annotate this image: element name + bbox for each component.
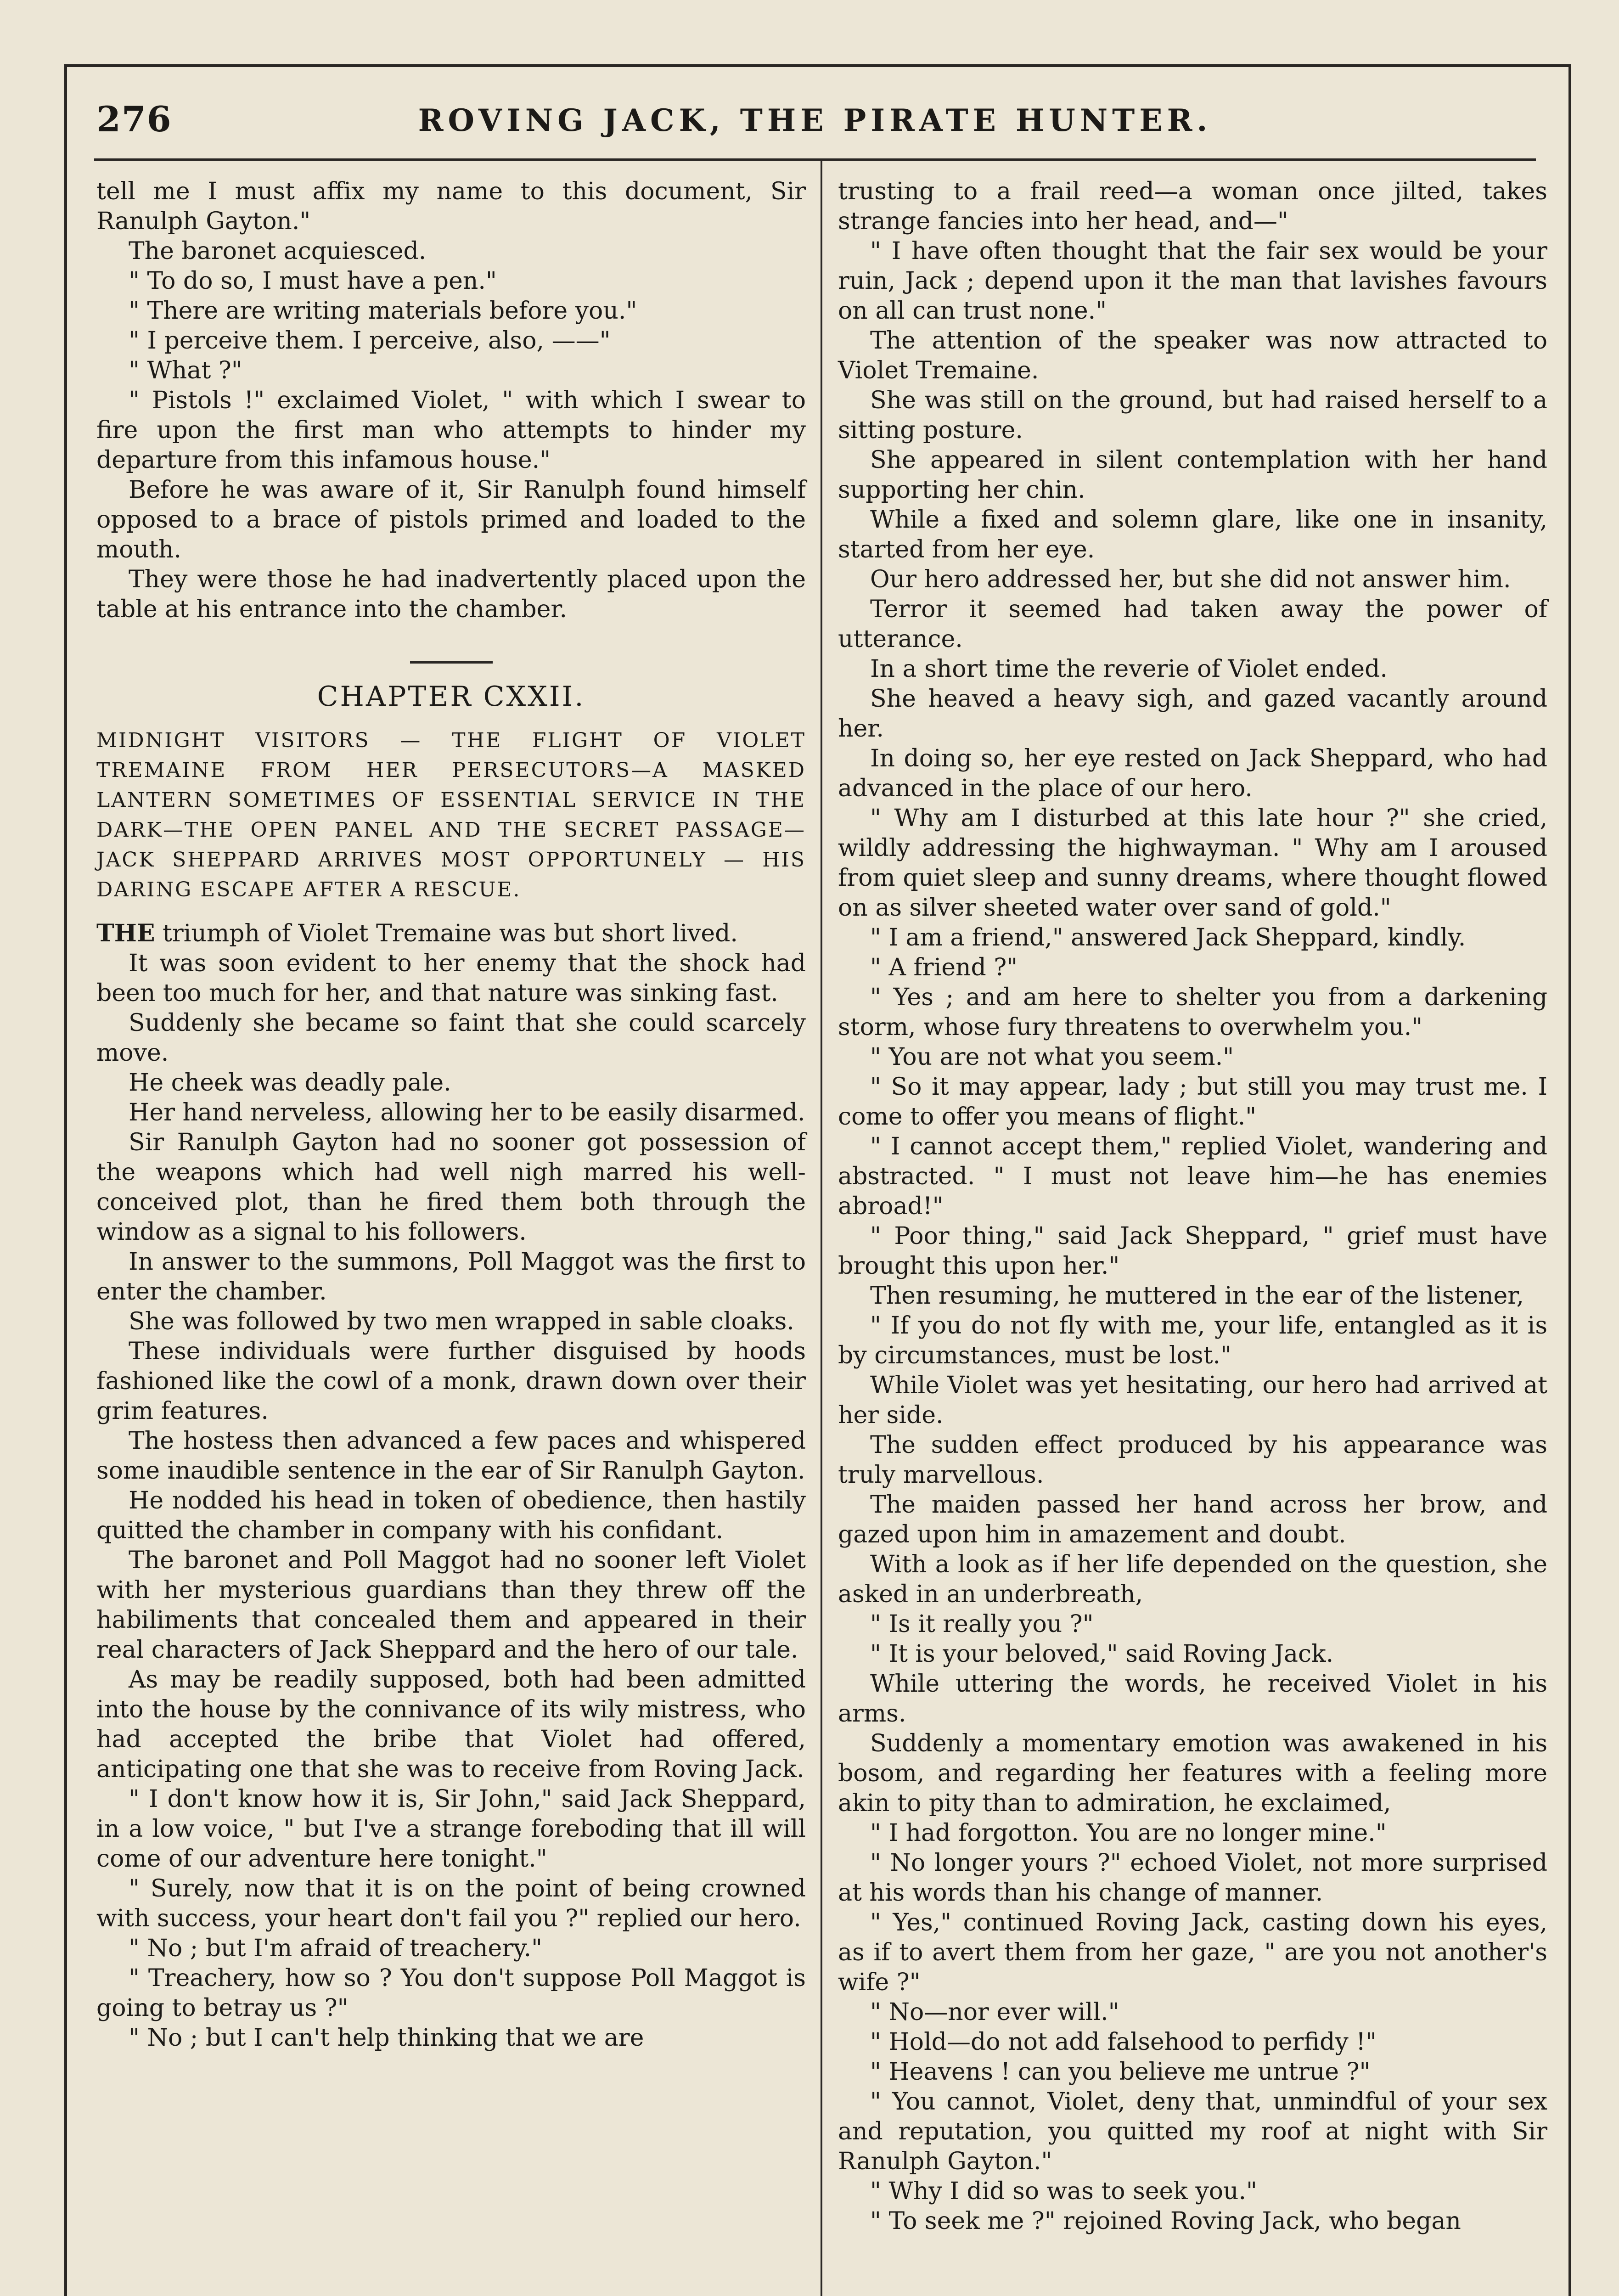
chapter-divider-rule bbox=[410, 661, 493, 664]
paragraph: In answer to the summons, Poll Maggot was the first to enter the chamber. bbox=[96, 1248, 806, 1306]
paragraph: " What ?" bbox=[129, 357, 242, 384]
paragraph: While Violet was yet hesitating, our hero had arrived at her side. bbox=[838, 1372, 1547, 1429]
paragraph: The baronet and Poll Maggot had no sooner left Violet with her mysterious guardians than they threw off the habiliments that concealed them and appeared in their real characters of Jack Sheppard and the hero of our tale. bbox=[96, 1547, 806, 1664]
paragraph: " You cannot, Violet, deny that, unmindful of your sex and reputation, you quitted my roof at night with Sir Ranulph Gayton." bbox=[838, 2088, 1547, 2175]
paragraph: " So it may appear, lady ; but still you may trust me. I come to offer you means of flight." bbox=[838, 1073, 1547, 1131]
paragraph: Sir Ranulph Gayton had no sooner got possession of the weapons which had well nigh marred his well-conceived plot, than he fired them both through the window as a signal to his followers. bbox=[96, 1129, 806, 1246]
paragraph: " I cannot accept them," replied Violet, wandering and abstracted. " I must not leave him—he has enemies abroad!" bbox=[838, 1133, 1547, 1220]
paragraph: " Hold—do not add falsehood to perfidy !" bbox=[870, 2028, 1377, 2056]
paragraph: With a look as if her life depended on the question, she asked in an underbreath, bbox=[838, 1551, 1547, 1608]
header-rule bbox=[94, 158, 1536, 161]
opening-word: THE bbox=[96, 919, 155, 947]
paragraph: While uttering the words, he received Violet in his arms. bbox=[838, 1670, 1547, 1728]
paragraph: " I perceive them. I perceive, also, ——" bbox=[129, 327, 611, 355]
right-column bbox=[838, 177, 1547, 2236]
paragraph: " A friend ?" bbox=[870, 954, 1018, 981]
paragraph: " Why I did so was to seek you." bbox=[870, 2178, 1257, 2205]
paragraph: " You are not what you seem." bbox=[870, 1043, 1234, 1071]
paragraph: She heaved a heavy sigh, and gazed vacantly around her. bbox=[838, 685, 1547, 743]
paragraph: Before he was aware of it, Sir Ranulph found himself opposed to a brace of pistols primed and loaded to the mouth. bbox=[96, 476, 806, 563]
paragraph: " No—nor ever will." bbox=[870, 1998, 1119, 2026]
paragraph: " Is it really you ?" bbox=[870, 1610, 1094, 1638]
paragraph: They were those he had inadvertently placed upon the table at his entrance into the chamber. bbox=[96, 566, 806, 623]
paragraph: " No ; but I can't help thinking that we are bbox=[129, 2024, 644, 2052]
page-header bbox=[96, 94, 1534, 163]
paragraph: " There are writing materials before you." bbox=[129, 297, 637, 325]
paragraph: " I don't know how it is, Sir John," said Jack Sheppard, in a low voice, " but I've a strange foreboding that ill will come of our adventure here tonight." bbox=[96, 1785, 806, 1873]
paragraph: " I had forgotton. You are no longer mine." bbox=[870, 1819, 1387, 1847]
paragraph: He cheek was deadly pale. bbox=[129, 1069, 451, 1097]
paragraph: In a short time the reverie of Violet ended. bbox=[870, 655, 1388, 683]
page-number: 276 bbox=[96, 99, 172, 140]
paragraph: Our hero addressed her, but she did not answer him. bbox=[870, 566, 1511, 593]
paragraph: " Poor thing," said Jack Sheppard, " grief must have brought this upon her." bbox=[838, 1222, 1547, 1280]
paragraph: Suddenly a momentary emotion was awakened in his bosom, and regarding her features with a feeling more akin to pity than to admiration, he exclaimed, bbox=[838, 1730, 1547, 1817]
paragraph: " Why am I disturbed at this late hour ?" she cried, wildly addressing the highwayman. " Why am I aroused from quiet sleep and sunny dreams, where thought flowed on as silver sheeted water over sand of gold." bbox=[838, 805, 1547, 922]
paragraph: tell me I must affix my name to this document, Sir Ranulph Gayton." bbox=[96, 178, 806, 235]
paragraph: In doing so, her eye rested on Jack Sheppard, who had advanced in the place of our hero. bbox=[838, 745, 1547, 802]
left-column bbox=[96, 177, 806, 2053]
paragraph: It was soon evident to her enemy that the shock had been too much for her, and that nature was sinking fast. bbox=[96, 950, 806, 1007]
paragraph: " Heavens ! can you believe me untrue ?" bbox=[870, 2058, 1371, 2086]
paragraph: The hostess then advanced a few paces and whispered some inaudible sentence in the ear of Sir Ranulph Gayton. bbox=[96, 1427, 806, 1485]
paragraph: " It is your beloved," said Roving Jack. bbox=[870, 1640, 1334, 1668]
paragraph: She was followed by two men wrapped in sable cloaks. bbox=[129, 1308, 794, 1335]
paragraph: " Yes ; and am here to shelter you from a darkening storm, whose fury threatens to overwhelm you." bbox=[838, 984, 1547, 1041]
paragraph: " No ; but I'm afraid of treachery." bbox=[129, 1935, 543, 1962]
paragraph: " Yes," continued Roving Jack, casting down his eyes, as if to avert them from her gaze, " are you not another's wife ?" bbox=[838, 1909, 1547, 1996]
paragraph: trusting to a frail reed—a woman once jilted, takes strange fancies into her head, and—" bbox=[838, 178, 1547, 235]
paragraph: " Surely, now that it is on the point of being crowned with success, your heart don't fail you ?" replied our hero. bbox=[96, 1875, 806, 1932]
chapter-title: CHAPTER CXXII. bbox=[317, 681, 585, 713]
paragraph: She was still on the ground, but had raised herself to a sitting posture. bbox=[838, 387, 1547, 444]
column-divider bbox=[821, 158, 822, 2296]
paragraph: These individuals were further disguised by hoods fashioned like the cowl of a monk, drawn down over their grim features. bbox=[96, 1338, 806, 1425]
paragraph: " To do so, I must have a pen." bbox=[129, 267, 497, 295]
paragraph: Suddenly she became so faint that she could scarcely move. bbox=[96, 1009, 806, 1067]
paragraph: The attention of the speaker was now attracted to Violet Tremaine. bbox=[838, 327, 1547, 384]
paragraph: The sudden effect produced by his appearance was truly marvellous. bbox=[838, 1431, 1547, 1489]
opening-text: triumph of Violet Tremaine was but short lived. bbox=[155, 920, 738, 947]
chapter-opening-paragraph bbox=[96, 918, 806, 949]
paragraph: While a fixed and solemn glare, like one in insanity, started from her eye. bbox=[838, 506, 1547, 563]
paragraph: " I am a friend," answered Jack Sheppard, kindly. bbox=[870, 924, 1466, 951]
paragraph: As may be readily supposed, both had been admitted into the house by the connivance of its wily mistress, who had accepted the bribe that Violet had offered, anticipating one that she was to receive from Roving Jack. bbox=[96, 1666, 806, 1783]
paragraph: " No longer yours ?" echoed Violet, not more surprised at his words than his change of manner. bbox=[838, 1849, 1547, 1907]
paragraph: " Treachery, how so ? You don't suppose Poll Maggot is going to betray us ?" bbox=[96, 1964, 806, 2022]
paragraph: " I have often thought that the fair sex would be your ruin, Jack ; depend upon it the man that lavishes favours on all can trust none." bbox=[838, 237, 1547, 325]
paragraph: " To seek me ?" rejoined Roving Jack, who began bbox=[870, 2207, 1461, 2235]
paragraph: Terror it seemed had taken away the power of utterance. bbox=[838, 596, 1547, 653]
paragraph: He nodded his head in token of obedience, then hastily quitted the chamber in company with his confidant. bbox=[96, 1487, 806, 1544]
paragraph: " Pistols !" exclaimed Violet, " with which I swear to fire upon the first man who attempts to hinder my departure from this infamous house." bbox=[96, 387, 806, 474]
paragraph: The maiden passed her hand across her brow, and gazed upon him in amazement and doubt. bbox=[838, 1491, 1547, 1548]
running-title: ROVING JACK, THE PIRATE HUNTER. bbox=[418, 102, 1212, 138]
paragraph: She appeared in silent contemplation with her hand supporting her chin. bbox=[838, 446, 1547, 504]
chapter-synopsis: MIDNIGHT VISITORS — THE FLIGHT OF VIOLET TREMAINE FROM HER PERSECUTORS—A MASKED LANTERN SOMETIMES OF ESSENTIAL SERVICE IN THE DARK—THE OPEN PANEL AND THE SECRET PASSAGE—JACK SHEPPARD ARRIVES MOST OPPORTUNELY — HIS DARING ESCAPE AFTER A RESCUE. bbox=[96, 729, 806, 901]
paragraph: Her hand nerveless, allowing her to be easily disarmed. bbox=[129, 1099, 805, 1126]
paragraph: Then resuming, he muttered in the ear of the listener, bbox=[870, 1282, 1524, 1310]
paragraph: " If you do not fly with me, your life, entangled as it is by circumstances, must be lost." bbox=[838, 1312, 1547, 1369]
paragraph: The baronet acquiesced. bbox=[129, 237, 427, 265]
